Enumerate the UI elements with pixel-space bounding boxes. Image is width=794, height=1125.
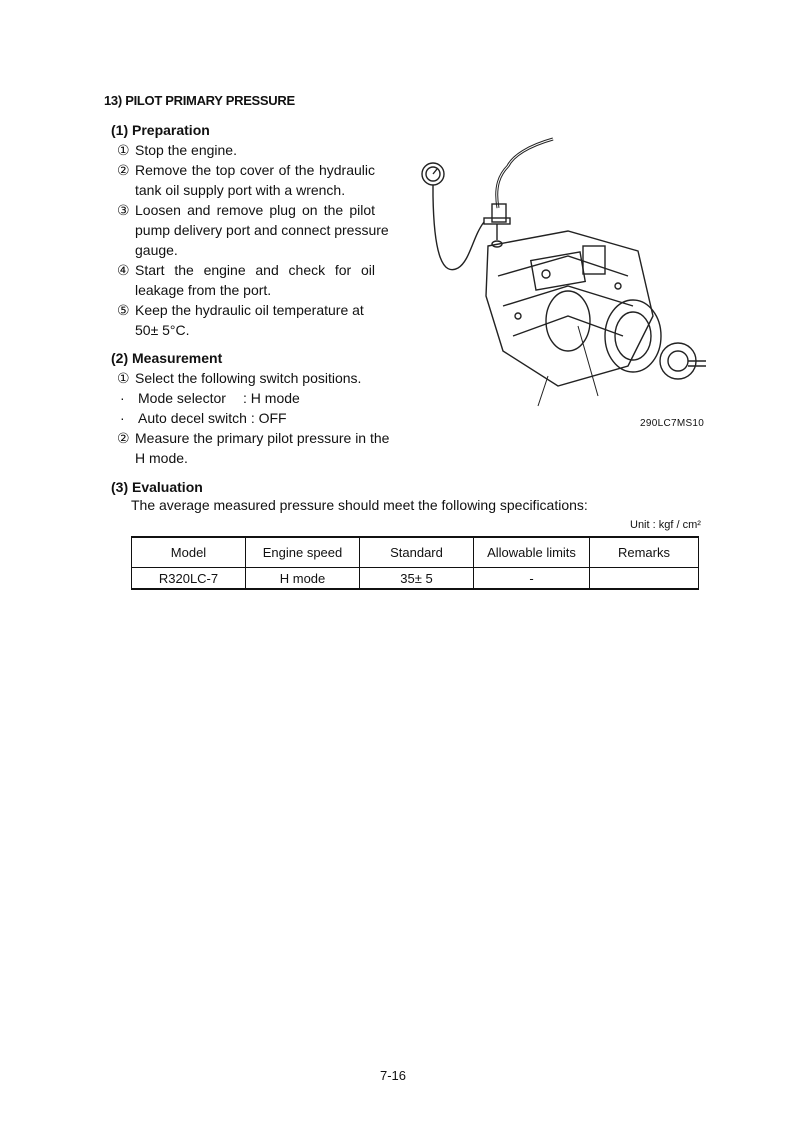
meas-step-2-cont: H mode. [135,450,188,466]
measurement-heading: (2) Measurement [111,350,223,366]
step-number: ⑤ [117,302,130,318]
bullet-label: Mode selector [138,390,226,406]
bullet-mark: · [120,410,125,426]
header-remarks: Remarks [590,537,699,568]
figure-label: 290LC7MS10 [640,418,705,429]
prep-step-4-cont: leakage from the port. [135,282,272,298]
prep-step-1 [117,140,237,160]
unit-label: Unit : kgf / cm² [630,519,701,531]
step-text: Remove the top cover of the hydraulic [135,162,375,178]
step-number: ① [117,142,130,158]
page-number: 7-16 [380,1068,407,1083]
cell-engine-speed: H mode [246,568,360,590]
hydraulic-pump-figure [418,136,708,416]
step-text: Keep the hydraulic oil temperature at [135,302,364,318]
step-number: ① [117,370,130,386]
header-model: Model [132,537,246,568]
prep-step-3-cont2: gauge. [135,242,178,258]
table-header-row [132,537,699,568]
meas-bullet-2 [120,408,287,428]
step-text: Stop the engine. [135,142,237,158]
cell-standard: 35± 5 [360,568,474,590]
prep-step-3 [117,200,375,220]
cell-remarks [590,568,699,590]
step-text: Measure the primary pilot pressure in the [135,430,390,446]
header-engine-speed: Engine speed [246,537,360,568]
table-row [132,568,699,590]
bullet-label: Auto decel switch : OFF [138,410,287,426]
prep-step-4 [117,260,375,280]
meas-step-1 [117,368,361,388]
prep-step-3-cont: pump delivery port and connect pressure [135,222,389,238]
header-standard: Standard [360,537,474,568]
hydraulic-pump-icon [418,136,708,416]
step-number: ② [117,162,130,178]
step-number: ② [117,430,130,446]
step-number: ③ [117,202,130,218]
header-allowable-limits: Allowable limits [474,537,590,568]
step-number: ④ [117,262,130,278]
section-title: 13) PILOT PRIMARY PRESSURE [104,93,295,108]
preparation-heading: (1) Preparation [111,122,210,138]
evaluation-heading: (3) Evaluation [111,479,203,495]
cell-allowable-limits: - [474,568,590,590]
bullet-value: : H mode [243,390,300,406]
prep-step-5 [117,300,364,320]
meas-step-2 [117,428,389,448]
step-text: Select the following switch positions. [135,370,362,386]
step-text: Start the engine and check for oil [135,262,375,278]
prep-step-5-cont: 50± 5°C. [135,322,190,338]
prep-step-2 [117,160,375,180]
step-text: Loosen and remove plug on the pilot [135,202,375,218]
meas-bullet-1 [120,388,300,408]
cell-model: R320LC-7 [132,568,246,590]
prep-step-2-cont: tank oil supply port with a wrench. [135,182,346,198]
bullet-mark: · [120,390,125,406]
evaluation-text: The average measured pressure should meet the following specifications: [131,497,588,513]
specification-table [131,536,699,590]
